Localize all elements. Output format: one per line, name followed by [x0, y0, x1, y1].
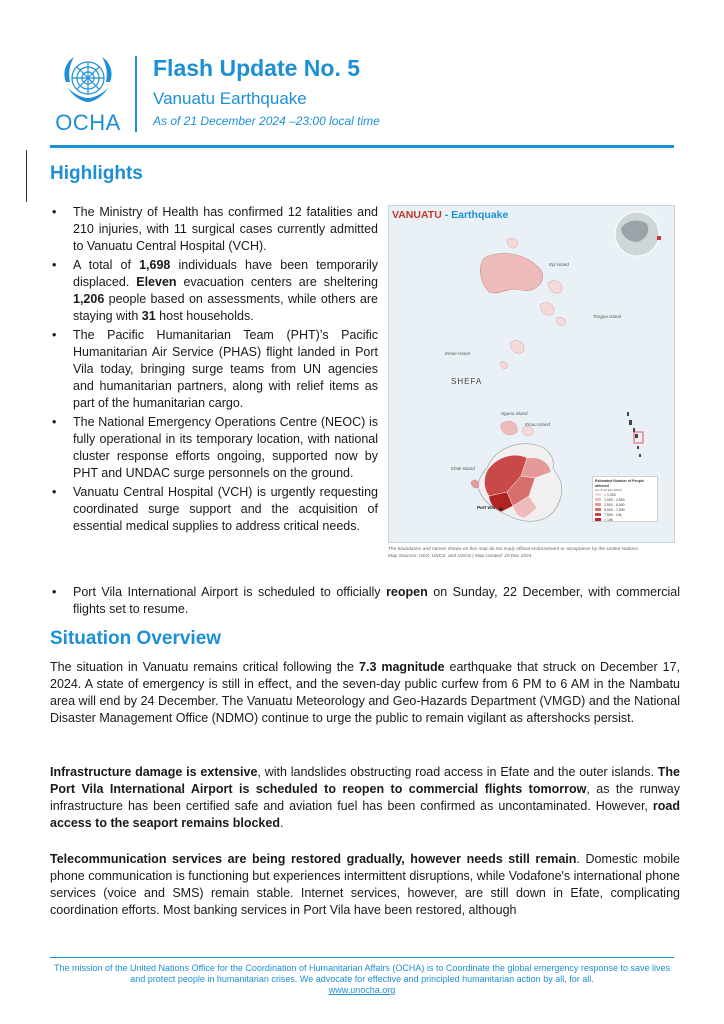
page-title: Flash Update No. 5 — [153, 55, 361, 81]
margin-mark — [26, 150, 27, 202]
telecom-paragraph: Telecommunication services are being restored gradually, however needs still remain. Domestic mobile phone communication is functioning but experiences intermittent disruptions, while Vodafone's international phone services (voice and SMS) remain stable. Internet services, however, are still down in Efate, complicating coordination efforts. Most banking services in Port Vila have been restored, although — [50, 852, 680, 917]
legend-title: Estimated Number of People affected — [595, 479, 644, 488]
highlight-item: • Port Vila International Airport is scheduled to officially reopen on Sunday, 22 December, with commercial flights set to resume. — [50, 584, 680, 618]
highlight-item — [50, 414, 378, 482]
footer-link[interactable]: www.unocha.org — [328, 985, 396, 995]
map-legend — [592, 476, 658, 522]
highlights-list — [50, 204, 378, 537]
highlight-text: The Pacific Humanitarian Team (PHT)’s Pacific Humanitarian Air Service (PHAS) flight landed in Port Vila today, bringing surge teams from UN agencies and humanitarian partners, along with relief items as part of the humanitarian cargo. — [73, 328, 378, 410]
map-label-tongoa: Tongoa Island — [593, 314, 622, 319]
highlight-item — [50, 327, 378, 412]
legend-row: 2,500 - 5,000 — [595, 502, 655, 507]
ocha-logo-text: OCHA — [55, 110, 121, 135]
map-label-port-vila: Port Vila — [477, 505, 496, 510]
highlights-heading: Highlights — [50, 163, 143, 184]
legend-row: 7,500 - 10k — [595, 512, 655, 517]
map-caption — [388, 546, 678, 560]
legend-row: < 1,000 — [595, 492, 655, 497]
header-divider — [135, 56, 137, 132]
map-disclaimer: The boundaries and names shown on this map do not imply official endorsement or acceptance by the United Nations. — [388, 547, 640, 552]
document-header — [50, 52, 680, 142]
overview-paragraph: The situation in Vanuatu remains critical following the 7.3 magnitude earthquake that struck on December 17, 2024. A state of emergency is still in effect, and the seven-day public curfew from 6 PM to 6 AM in the Nambatu area will end by 24 December. The Vanuatu Meteorology and Geo-Hazards Department (VMGD) and the National Disaster Management Office (NDMO) continue to urge the public to remain vigilant as aftershocks persist. — [50, 660, 680, 725]
legend-subtitle: (As of 20 Dec 2024) — [595, 488, 622, 492]
legend-row: > 10k — [595, 517, 655, 522]
highlight-item: • A total of 1,698 individuals have been temporarily displaced. Eleven evacuation centers are sheltering 1,206 people based on assessments, while others are staying with 31 host households. — [50, 257, 378, 325]
legend-row: 5,000 - 7,500 — [595, 507, 655, 512]
map-label-epi: Epi Island — [549, 262, 569, 267]
footer — [50, 963, 674, 996]
highlight-text: The National Emergency Operations Centre (NEOC) is fully operational in its temporary location, with national cluster response efforts ongoing, supported now by PHT and UNDAC surge personnels on the ground. — [73, 415, 378, 480]
map-label-emae: Emae Island — [445, 351, 471, 356]
highlights-list-wide — [50, 584, 680, 618]
map-label-emau: Emau Island — [525, 422, 551, 427]
map-sources: Map Sources: HDX, UNCS, and USGS | Map created: 20 Dec 2024 — [388, 554, 532, 559]
highlight-text: Vanuatu Central Hospital (VCH) is urgently requesting coordinated surge support and the acquisition of essential medical supplies to address critical needs. — [73, 485, 378, 533]
header-rule — [50, 145, 674, 148]
map-label-nguna: Nguna Island — [501, 411, 528, 416]
footer-mission: The mission of the United Nations Office for the Coordination of Humanitarian Affairs (OCHA) is to Coordinate the global emergency response to save lives and protect people in humanitarian crises. We advocate for effective and principled humanitarian action by all, for all. — [54, 963, 670, 984]
highlight-text: The Ministry of Health has confirmed 12 fatalities and 210 injuries, with 11 surgical cases currently admitted to Vanuatu Central Hospital (VCH). — [73, 205, 378, 253]
as-of-date: As of 21 December 2024 –23:00 local time — [153, 114, 380, 128]
un-emblem-icon — [58, 52, 118, 110]
highlight-item — [50, 204, 378, 255]
vanuatu-earthquake-map — [388, 205, 675, 543]
highlight-item — [50, 484, 378, 535]
overview-heading: Situation Overview — [50, 628, 222, 649]
map-region-label: SHEFA — [451, 377, 483, 386]
map-title: VANUATU - Earthquake — [392, 209, 509, 221]
ocha-logo — [50, 52, 126, 138]
map-label-efate: Efate Island — [451, 466, 475, 471]
page-subtitle: Vanuatu Earthquake — [153, 89, 307, 108]
infrastructure-paragraph: Infrastructure damage is extensive, with landslides obstructing road access in Efate and the outer islands. The Port Vila International Airport is scheduled to reopen to commercial flights tomorrow, as the runway infrastructure has been certified safe and aviation fuel has been confirmed as uncontaminated. However, road access to the seaport remains blocked. — [50, 765, 681, 830]
footer-rule — [50, 957, 674, 958]
legend-row: 1,000 - 2,500 — [595, 497, 655, 502]
